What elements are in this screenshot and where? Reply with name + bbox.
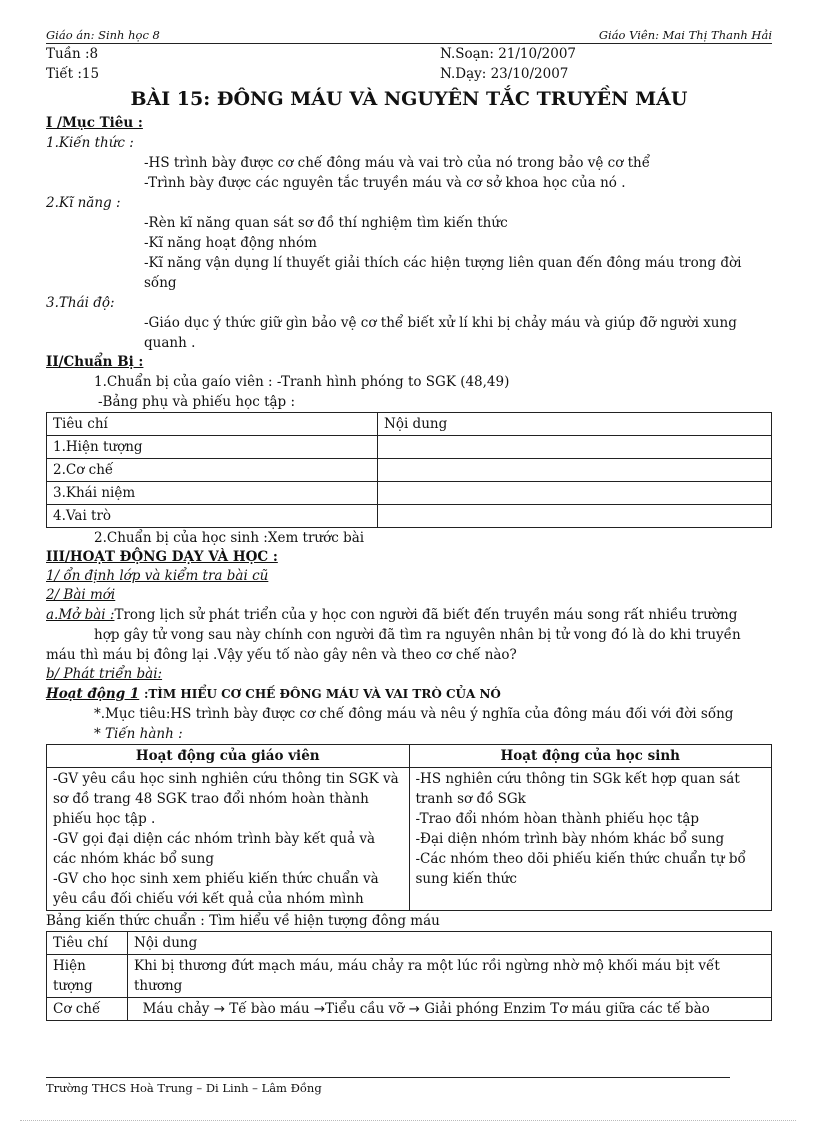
list-item: -Trao đổi nhóm hòan thành phiếu học tập (415, 811, 700, 827)
table-header-row (47, 413, 772, 436)
ki-nang-item: -Kĩ năng vận dụng lí thuyết giải thích các hiện tượng liên quan đến đông máu trong đời sống (144, 255, 742, 291)
mechanism-step: Tế bào máu (229, 1001, 310, 1017)
table-header-cell: Tiêu chí (47, 413, 378, 436)
mechanism-step: Máu chảy (142, 1001, 210, 1017)
on-dinh-heading: 1/ ổn định lớp và kiểm tra bài cũ (46, 568, 269, 584)
hoat-dong-heading: III/HOẠT ĐỘNG DẠY VÀ HỌC : (46, 549, 278, 565)
list-item: -Đại diện nhóm trình bày nhóm khác bổ sung (415, 831, 725, 847)
kien-thuc-item: -HS trình bày được cơ chế đông máu và vai trò của nó trong bảo vệ cơ thể (144, 155, 651, 171)
list-item: -GV gọi đại diện các nhóm trình bày kết quả và các nhóm khác bổ sung (53, 831, 376, 867)
phat-trien-heading: b/ Phát triển bài: (46, 666, 163, 682)
kien-thuc-item: -Trình bày được các nguyên tắc truyền máu và cơ sở khoa học của nó . (144, 175, 626, 191)
tiet: Tiết :15 (46, 66, 100, 82)
page-footer: Trường THCS Hoà Trung – Di Linh – Lâm Đồng (46, 1077, 730, 1095)
mo-bai-line: máu thì máu bị đông lại .Vậy yếu tố nào gây nên và theo cơ chế nào? (46, 647, 517, 663)
arrow-right-icon: → (408, 1001, 420, 1017)
list-item: -Các nhóm theo dõi phiếu kiến thức chuẩn tự bổ sung kiến thức (415, 851, 746, 887)
hoat-dong-1-muc-tieu: *.Mục tiêu:HS trình bày được cơ chế đông máu và nêu ý nghĩa của đông máu đối với đời sống (94, 706, 734, 722)
ki-nang-item: -Kĩ năng hoạt động nhóm (144, 235, 317, 251)
list-item: -GV yêu cầu học sinh nghiên cứu thông tin SGK và sơ đồ trang 48 SGK trao đổi nhóm hoàn thành phiếu học tập . (53, 771, 399, 827)
arrow-right-icon: → (213, 1001, 225, 1017)
ki-nang-heading: 2.Kĩ năng : (46, 195, 121, 211)
table-cell: 3.Khái niệm (47, 482, 378, 505)
kien-thuc-heading: 1.Kiến thức : (46, 135, 134, 151)
teacher-activities (47, 768, 410, 911)
table-cell-empty (378, 459, 772, 482)
bang-kien-thuc-caption: Bảng kiến thức chuẩn : Tìm hiểu về hiện tượng đông máu (46, 913, 440, 929)
mechanism-step: Giải phóng Enzim Tơ máu giữa các tế bào (424, 1001, 710, 1017)
hoat-dong-1-label: Hoạt động 1 (46, 686, 140, 702)
chuan-bi-giao-vien: 1.Chuẩn bị của gaío viên : -Tranh hình phóng to SGK (48,49) (94, 374, 510, 390)
ki-nang-item: -Rèn kĩ năng quan sát sơ đồ thí nghiệm tìm kiến thức (144, 215, 508, 231)
table-row (47, 768, 772, 911)
header-left: Giáo án: Sinh học 8 (46, 28, 160, 42)
meta-row-1 (46, 44, 772, 64)
hoat-dong-1-heading (46, 684, 772, 704)
phieu-hoc-tap-table (46, 412, 772, 528)
meta-row-2 (46, 64, 772, 84)
knowledge-table (46, 931, 772, 1021)
activity-table (46, 744, 772, 911)
table-row (47, 459, 772, 482)
mechanism-cell (128, 998, 772, 1021)
student-activities (409, 768, 772, 911)
table-cell: Khi bị thương đứt mạch máu, máu chảy ra một lúc rồi ngừng nhờ mộ khối máu bịt vết thương (128, 955, 772, 998)
table-cell: 2.Cơ chế (47, 459, 378, 482)
table-header-cell: Nội dung (378, 413, 772, 436)
chuan-bi-heading: II/Chuẩn Bị : (46, 354, 144, 370)
mo-bai-paragraph (46, 605, 772, 625)
running-header (46, 28, 772, 44)
page (46, 28, 772, 1021)
table-cell: Cơ chế (47, 998, 128, 1021)
list-item: -HS nghiên cứu thông tin SGk kết hợp quan sát tranh sơ đồ SGk (415, 771, 740, 807)
page-title: BÀI 15: ĐÔNG MÁU VÀ NGUYÊN TẮC TRUYỀN MÁU (130, 88, 688, 110)
mo-bai-text: Trong lịch sử phát triển của y học con người đã biết đến truyền máu song rất nhiều trường (114, 607, 738, 623)
table-cell-empty (378, 482, 772, 505)
table-cell-empty (378, 505, 772, 528)
bai-moi-heading: 2/ Bài mới (46, 587, 116, 603)
hoat-dong-1-tien-hanh: * Tiến hành : (94, 726, 183, 742)
mechanism-step: Tiểu cầu vỡ (325, 1001, 405, 1017)
table-row (47, 436, 772, 459)
hoat-dong-1-title: :TÌM HIỂU CƠ CHẾ ĐÔNG MÁU VÀ VAI TRÒ CỦA NÓ (143, 687, 501, 701)
header-right: Giáo Viên: Mai Thị Thanh Hải (598, 28, 772, 42)
list-item: -GV cho học sinh xem phiếu kiến thức chuẩn và yêu cầu đối chiếu với kết quả của nhóm mình (53, 871, 379, 907)
table-row (47, 482, 772, 505)
chuan-bi-hoc-sinh: 2.Chuẩn bị của học sinh :Xem trước bài (94, 530, 365, 546)
arrow-right-icon: → (313, 1001, 326, 1017)
mo-bai-line: hợp gây tử vong sau này chính con người đã tìm ra nguyên nhân bị tử vong đó là do khi truyền (94, 627, 741, 643)
ngay-soan: N.Soạn: 21/10/2007 (440, 46, 577, 62)
table-header-cell: Hoạt động của giáo viên (47, 745, 410, 768)
thai-do-item: -Giáo dục ý thức giữ gìn bảo vệ cơ thể biết xử lí khi bị chảy máu và giúp đỡ người xung quanh . (144, 315, 737, 351)
table-header-row (47, 932, 772, 955)
table-cell: Hiện tượng (47, 955, 128, 998)
muc-tieu-heading: I /Mục Tiêu : (46, 115, 143, 131)
table-row (47, 998, 772, 1021)
table-cell: 4.Vai trò (47, 505, 378, 528)
bang-phu-label: -Bảng phụ và phiếu học tập : (98, 394, 296, 410)
thai-do-heading: 3.Thái độ: (46, 295, 115, 311)
table-header-row (47, 745, 772, 768)
page-edge-divider (20, 1120, 796, 1121)
tuan: Tuần :8 (46, 46, 99, 62)
table-header-cell: Nội dung (128, 932, 772, 955)
table-row (47, 505, 772, 528)
ngay-day: N.Dạy: 23/10/2007 (440, 66, 569, 82)
table-row (47, 955, 772, 998)
table-header-cell: Hoạt động của học sinh (409, 745, 772, 768)
table-cell: 1.Hiện tượng (47, 436, 378, 459)
table-header-cell: Tiêu chí (47, 932, 128, 955)
table-cell-empty (378, 436, 772, 459)
mo-bai-label: a.Mở bài : (46, 607, 115, 623)
